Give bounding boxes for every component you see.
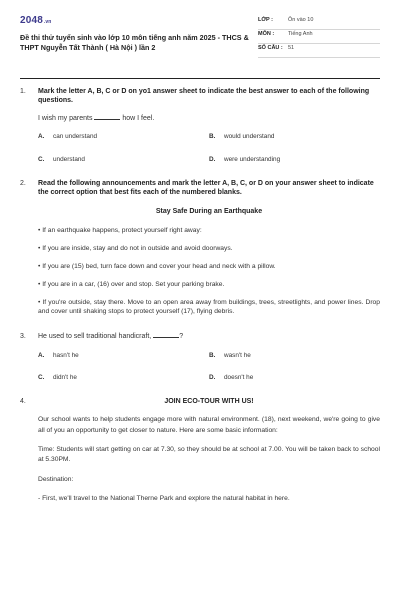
option-letter: D.	[209, 155, 216, 163]
question-stem	[38, 114, 380, 123]
option-c[interactable]	[38, 374, 209, 383]
question-instruction: Mark the letter A, B, C or D on yo1 answer sheet to indicate the best answer to each of the following questions.	[38, 88, 370, 105]
logo-sub: .vn	[44, 19, 52, 25]
option-text: understand	[53, 155, 85, 163]
passage-paragraph: - First, we'll travel to the National Therne Park and explore the natural habitat in here.	[38, 495, 290, 503]
option-a[interactable]	[38, 133, 209, 142]
passage-bullet: • If you are in a car, (16) over and stop. Set your parking brake.	[38, 281, 225, 289]
option-b[interactable]	[209, 133, 380, 142]
passage-bullet: • If you are (15) bed, turn face down and cover your head and neck with a pillow.	[38, 263, 276, 270]
passage-paragraph: Destination:	[38, 475, 74, 483]
header-divider	[20, 78, 380, 79]
option-b[interactable]	[209, 352, 380, 361]
meta-key: SỐ CÂU :	[258, 45, 283, 51]
stem-text: He used to sell traditional handicraft,	[38, 333, 152, 341]
meta-row-count	[258, 45, 380, 58]
option-d[interactable]	[209, 156, 380, 165]
option-text: hasn't he	[53, 351, 79, 359]
option-letter: D.	[209, 374, 216, 382]
question-4	[20, 397, 380, 505]
passage-paragraph: Time: Students will start getting on car at 7.30, so they should be at school at 7.00. You will be taken back to school at 5.30PM.	[38, 446, 380, 464]
exam-title: Đề thi thử tuyển sinh vào lớp 10 môn tiếng anh năm 2025 - THCS & THPT Nguyễn Tất Thành ( Hà Nội ) lần 2	[20, 32, 249, 52]
option-letter: C.	[38, 155, 45, 163]
option-text: were understanding	[224, 155, 281, 163]
option-c[interactable]	[38, 156, 209, 165]
question-stem	[38, 332, 380, 341]
logo-main: 2048	[20, 15, 44, 26]
exam-meta	[258, 17, 380, 59]
passage-bullet: • If you're outside, stay there. Move to an open area away from buildings, trees, streetlights, and power lines. Drop and cover until shaking stops to protect yourself (17), flying debris.	[38, 299, 380, 316]
option-letter: B.	[209, 351, 216, 359]
question-3	[20, 332, 380, 383]
answer-options	[38, 133, 380, 164]
meta-value: 51	[288, 45, 295, 51]
option-a[interactable]	[38, 352, 209, 361]
option-letter: B.	[209, 133, 216, 141]
passage-title: Stay Safe During an Earthquake	[155, 208, 263, 216]
meta-key: MÔN :	[258, 31, 275, 37]
question-number: 3.	[20, 333, 26, 341]
header-left	[20, 14, 256, 53]
passage-bullet: • If you are inside, stay and do not in outside and avoid doorways.	[38, 244, 233, 252]
meta-value: Tiếng Anh	[288, 31, 313, 37]
question-number: 1.	[20, 88, 26, 95]
question-instruction: Read the following announcements and mark the letter A, B, C, or D on your answer sheet to indicate the correct option that best fits each of the numbered blanks.	[38, 179, 374, 197]
answer-options	[38, 352, 380, 383]
answer-blank	[94, 114, 120, 120]
option-letter: A.	[38, 351, 45, 359]
question-1	[20, 87, 380, 165]
option-text: wasn't he	[224, 351, 251, 359]
option-text: would understand	[224, 133, 275, 141]
option-letter: C.	[38, 374, 45, 382]
stem-text: how I feel.	[122, 114, 155, 122]
stem-text: I wish my parents	[38, 114, 93, 122]
option-d[interactable]	[209, 374, 380, 383]
question-number: 4.	[20, 397, 26, 405]
question-number: 2.	[20, 179, 26, 187]
option-letter: A.	[38, 133, 45, 141]
passage-bullet: • If an earthquake happens, protect yourself right away:	[38, 226, 202, 234]
meta-key: LỚP :	[258, 17, 273, 23]
answer-blank	[153, 332, 179, 338]
header	[20, 14, 380, 64]
option-text: doesn't he	[224, 374, 254, 382]
option-text: can understand	[53, 133, 98, 141]
passage-paragraph: Our school wants to help students engage more with natural environment. (18), next weekend, we're going to give all of you an opportunity to get closer to nature. Here are some basic information:	[38, 416, 380, 434]
passage-title: JOIN ECO-TOUR WITH US!	[164, 397, 254, 405]
question-2	[20, 179, 380, 317]
site-logo[interactable]	[20, 14, 256, 28]
meta-row-subject	[258, 31, 380, 44]
meta-value: Ôn vào 10	[288, 17, 314, 23]
option-text: didn't he	[53, 374, 77, 382]
stem-text: ?	[179, 333, 184, 341]
meta-row-class	[258, 17, 380, 30]
